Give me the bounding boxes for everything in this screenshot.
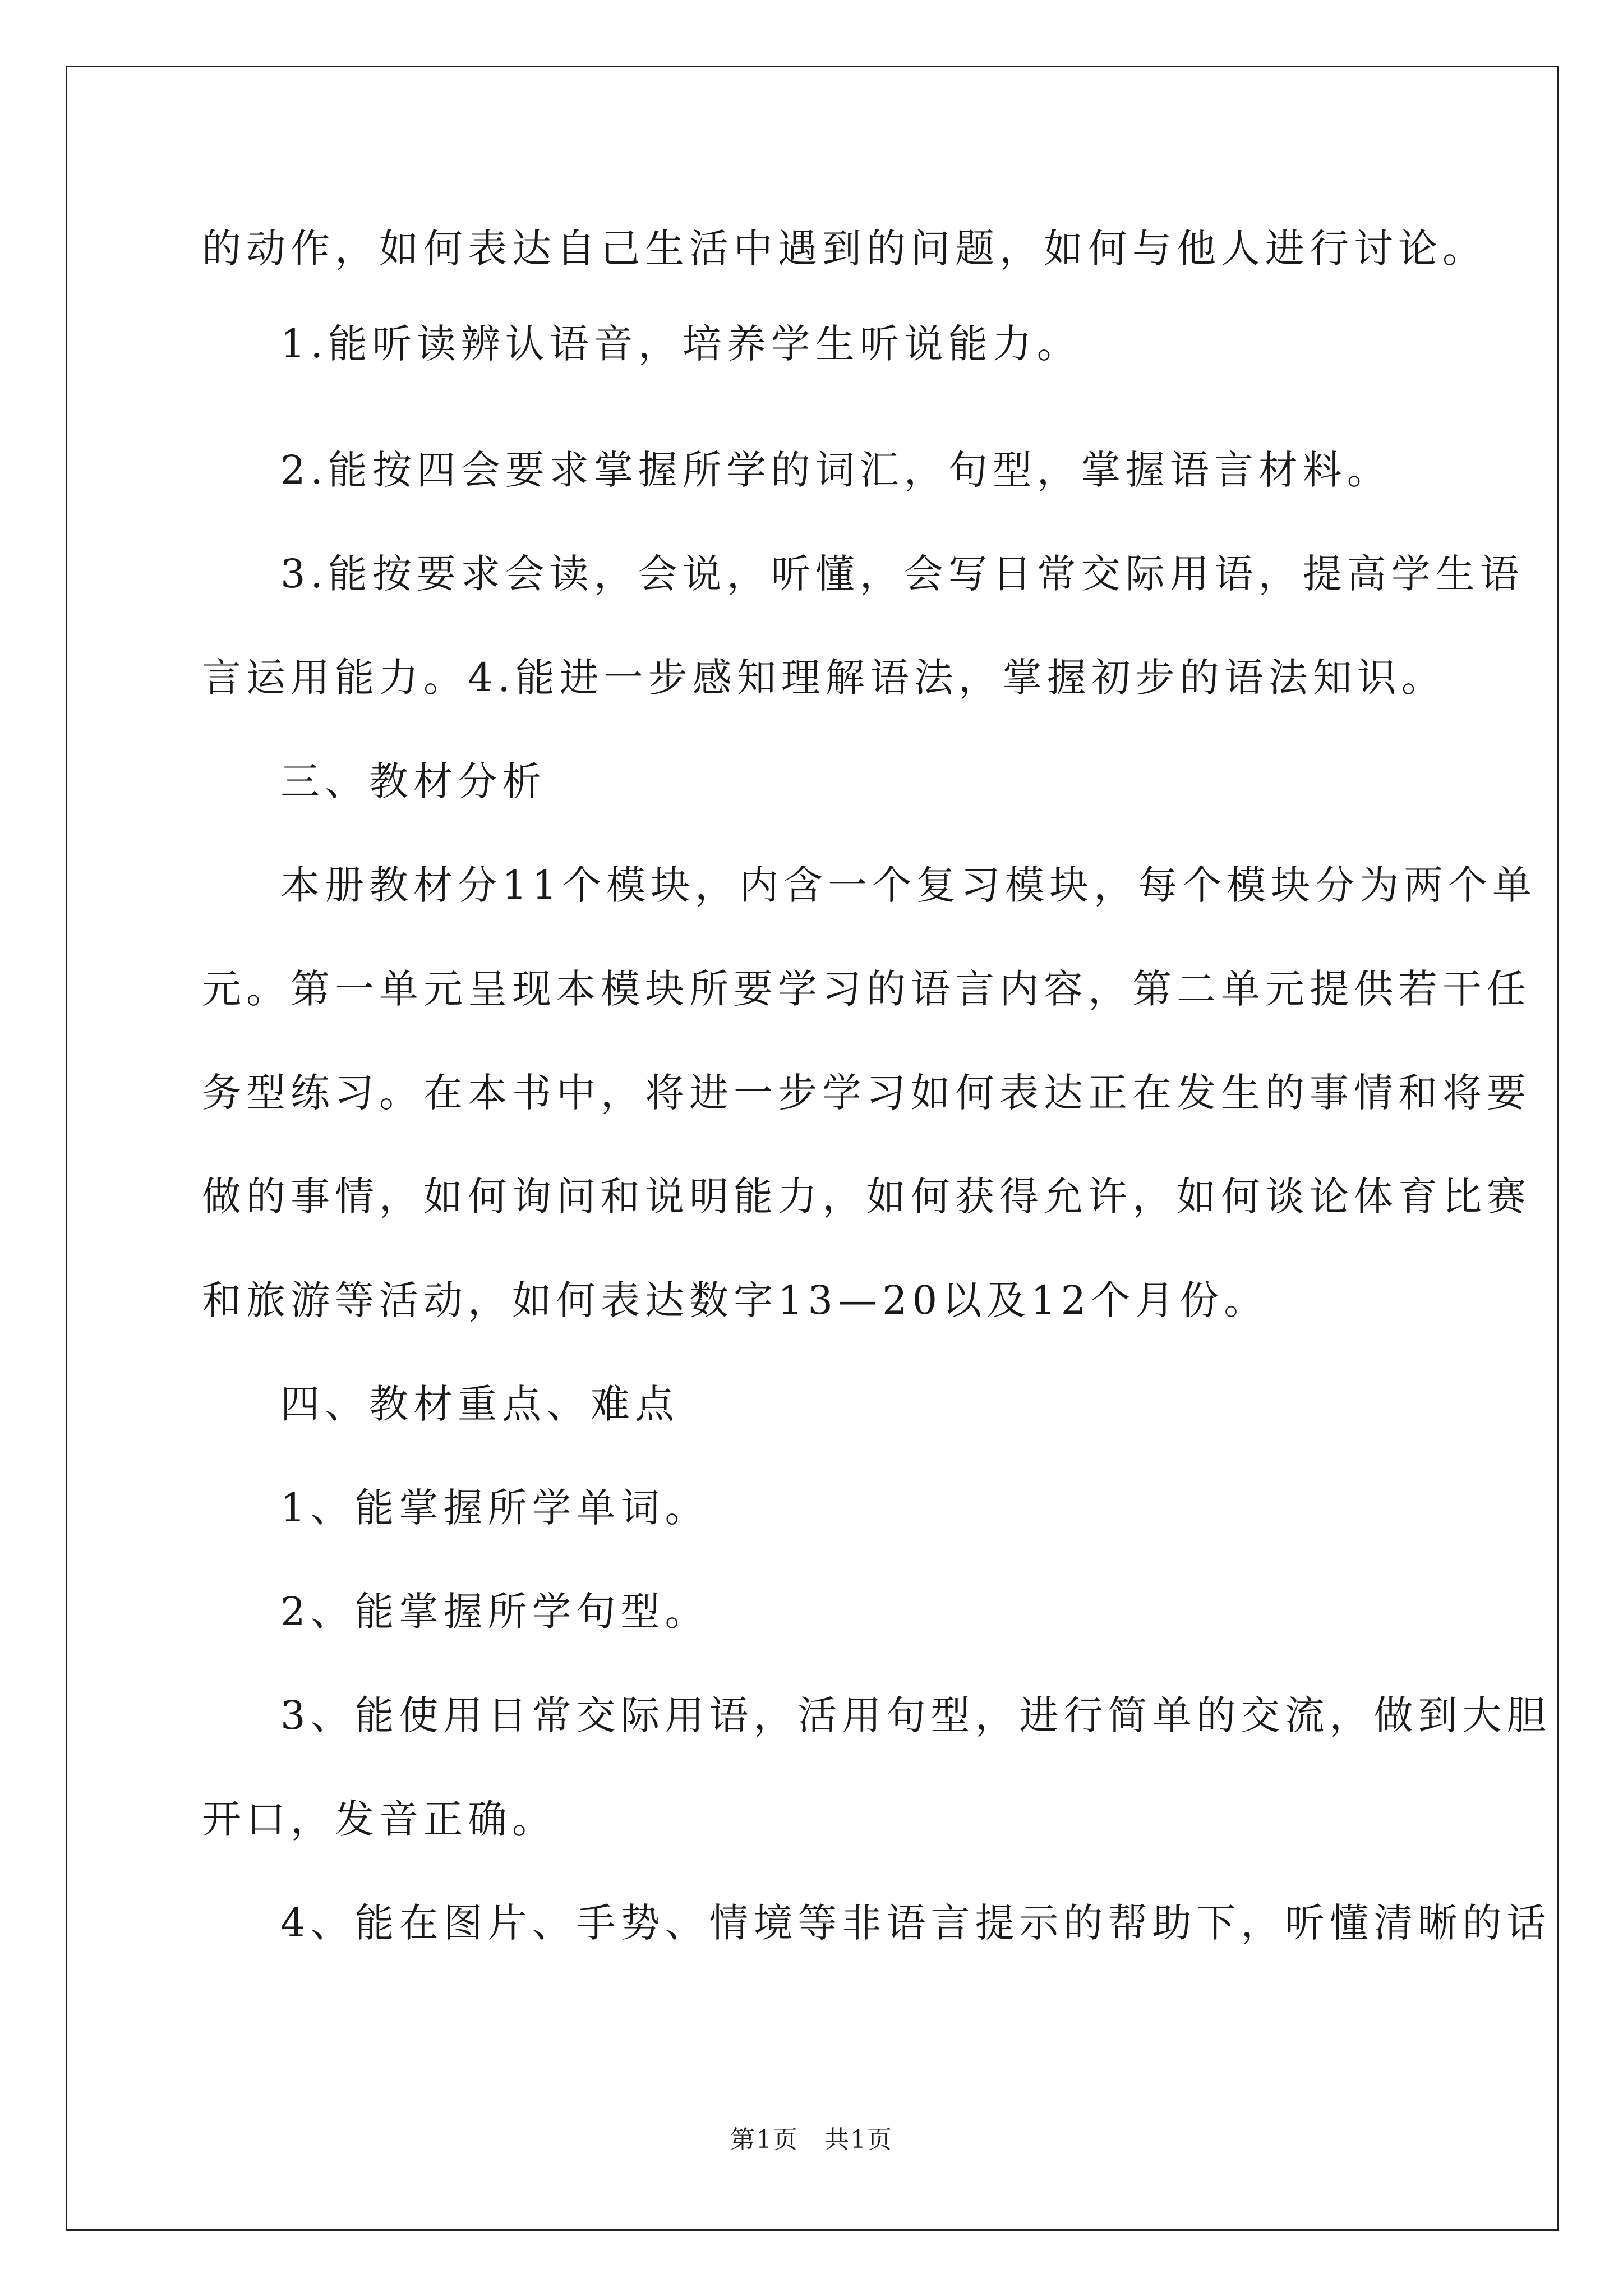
section-heading: 三、教材分析 [280,758,546,804]
text-line: 1、能掌握所学单词。 [280,1485,709,1531]
page-footer: 第1页 共1页 [730,2125,893,2154]
text-line: 本册教材分11个模块，内含一个复习模块，每个模块分为两个单 [280,862,1537,908]
section-heading: 四、教材重点、难点 [280,1381,679,1427]
text-line: 3、能使用日常交际用语，活用句型，进行简单的交流，做到大胆 [280,1692,1551,1738]
text-line: 务型练习。在本书中，将进一步学习如何表达正在发生的事情和将要 [202,1070,1531,1116]
text-line: 做的事情，如何询问和说明能力，如何获得允许，如何谈论体育比赛 [202,1174,1531,1220]
text-line: 元。第一单元呈现本模块所要学习的语言内容，第二单元提供若干任 [202,966,1531,1012]
text-line: 开口，发音正确。 [202,1796,556,1842]
text-line: 言运用能力。4.能进一步感知理解语法，掌握初步的语法知识。 [202,655,1446,701]
text-line: 4、能在图片、手势、情境等非语言提示的帮助下，听懂清晰的话 [280,1900,1551,1946]
text-line: 的动作，如何表达自己生活中遇到的问题，如何与他人进行讨论。 [202,226,1487,272]
text-line: 2、能掌握所学句型。 [280,1589,709,1635]
text-line: 2.能按四会要求掌握所学的词汇，句型，掌握语言材料。 [280,447,1391,493]
text-line: 3.能按要求会读，会说，听懂，会写日常交际用语，提高学生语 [280,551,1524,597]
text-line: 1.能听读辨认语音，培养学生听说能力。 [280,321,1081,367]
text-line: 和旅游等活动，如何表达数字13—20以及12个月份。 [202,1277,1269,1323]
